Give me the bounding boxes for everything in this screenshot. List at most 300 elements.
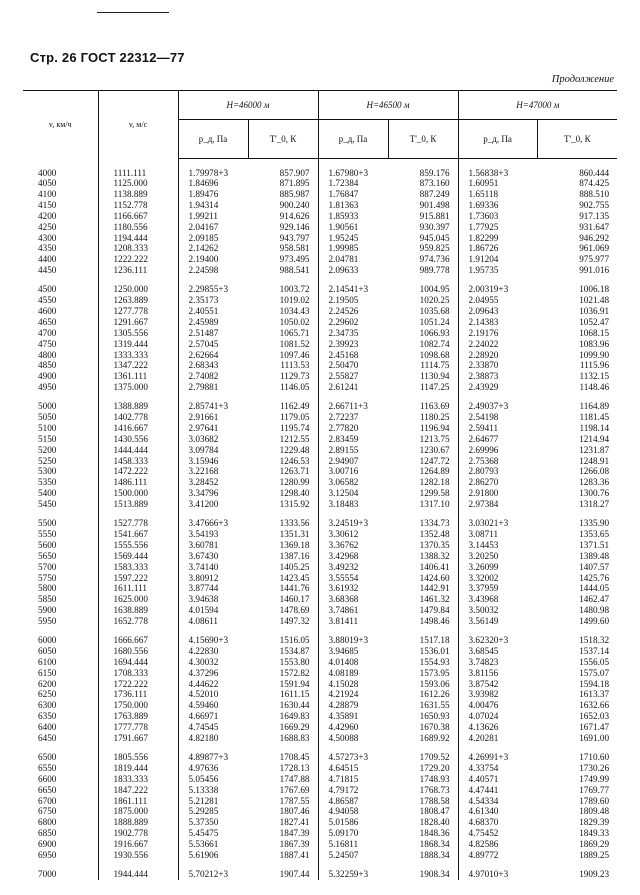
cell-v-kmh: 4700 [38, 327, 57, 338]
table-row [23, 317, 617, 328]
cell-p-46000: 2.35173 [178, 295, 248, 306]
cell-t-46500: 1282.18 [419, 477, 450, 488]
table-row [23, 222, 617, 233]
cell-t-46500: 1689.92 [419, 732, 450, 743]
cell-t-47000: 991.016 [579, 265, 610, 276]
cell-t-47000: 946.292 [579, 232, 610, 243]
col-header-temperature: T'_0, К [388, 120, 458, 159]
cell-v-kmh: 5800 [38, 583, 57, 594]
cell-v-ms: 1736.111 [98, 689, 178, 700]
col-header-pressure: p_д, Па [458, 120, 537, 159]
cell-t-46000: 1162.49 [279, 401, 310, 412]
table-row [23, 371, 617, 382]
table-row [23, 295, 617, 306]
cell-p-46500: 3.12504 [318, 488, 388, 499]
cell-v-ms: 1236.111 [98, 265, 178, 276]
table-row [23, 605, 617, 616]
cell-t-46500: 1098.68 [419, 349, 450, 360]
cell-t-46000: 1887.41 [279, 849, 310, 860]
cell-p-46500: 2.09633 [318, 265, 388, 276]
cell-t-46500: 1196.94 [420, 423, 450, 434]
cell-v-ms: 1583.333 [98, 562, 178, 573]
cell-t-47000: 1499.60 [579, 615, 610, 626]
cell-p-46000: 2.57045 [178, 339, 248, 350]
table-row [23, 839, 617, 850]
cell-p-47000: 3.20250 [458, 551, 537, 562]
cell-p-47000: 4.54334 [458, 796, 537, 807]
cell-v-kmh: 5550 [38, 529, 57, 540]
cell-t-46000: 857.907 [279, 167, 310, 178]
cell-t-46000: 1787.55 [279, 795, 310, 806]
cell-p-46000: 2.40551 [178, 306, 248, 317]
cell-p-47000: 4.82586 [458, 839, 537, 850]
cell-t-46500: 1573.95 [419, 667, 450, 678]
cell-t-47000: 1537.14 [579, 646, 610, 657]
cell-v-kmh: 6400 [38, 722, 57, 732]
cell-t-47000: 1148.46 [579, 382, 610, 393]
cell-t-46000: 1195.74 [279, 423, 310, 434]
cell-t-46000: 1827.41 [279, 817, 310, 828]
cell-v-ms: 1861.111 [98, 796, 178, 807]
cell-v-kmh: 5450 [38, 498, 57, 509]
cell-t-46500: 1808.47 [419, 806, 450, 817]
cell-p-46500: 1.81363 [318, 200, 388, 211]
cell-p-46500: 3.94685 [318, 646, 388, 657]
table-row [23, 752, 617, 763]
cell-p-46000: 3.67430 [178, 551, 248, 562]
cell-p-47000: 4.13626 [458, 722, 537, 733]
cell-v-ms: 1888.889 [98, 817, 178, 828]
cell-t-46000: 1146.05 [279, 382, 310, 393]
cell-v-kmh: 4900 [38, 371, 57, 382]
table-row [23, 284, 617, 295]
cell-t-46500: 1180.25 [420, 412, 450, 423]
table-row [23, 828, 617, 839]
cell-v-ms: 1152.778 [98, 200, 178, 211]
table-row [23, 562, 617, 573]
cell-t-46000: 1423.45 [279, 572, 310, 583]
cell-p-46500: 3.74861 [318, 605, 388, 616]
cell-p-47000: 4.26991+3 [458, 752, 537, 763]
cell-t-47000: 888.510 [579, 189, 610, 200]
cell-p-46000: 2.91661 [178, 412, 248, 423]
cell-t-47000: 1480.98 [579, 605, 610, 616]
cell-v-ms: 1694.444 [98, 657, 178, 668]
table-row [23, 518, 617, 529]
cell-t-46000: 1497.32 [279, 615, 310, 626]
cell-t-46000: 1263.71 [279, 466, 310, 477]
cell-t-46000: 1516.05 [279, 635, 310, 646]
cell-t-46000: 1708.45 [279, 752, 310, 763]
cell-v-ms: 1805.556 [98, 752, 178, 763]
cell-v-ms: 1486.111 [98, 477, 178, 488]
cell-p-47000: 3.37959 [458, 583, 537, 594]
cell-t-46500: 1748.93 [419, 773, 450, 784]
cell-p-47000: 2.64677 [458, 434, 537, 445]
table-row [23, 733, 617, 744]
cell-t-47000: 1036.91 [579, 306, 610, 317]
cell-v-ms: 1347.222 [98, 360, 178, 371]
cell-t-47000: 1006.18 [579, 284, 610, 295]
cell-v-ms: 1944.444 [98, 869, 178, 880]
table-row [23, 806, 617, 817]
cell-p-47000: 3.08711 [458, 529, 537, 540]
table-row [23, 254, 617, 265]
cell-v-ms: 1333.333 [98, 350, 178, 361]
cell-v-ms: 1902.778 [98, 828, 178, 839]
cell-p-46500: 2.55827 [318, 371, 388, 382]
cell-v-ms: 1763.889 [98, 711, 178, 722]
cell-p-46500: 5.24507 [318, 850, 388, 861]
cell-p-46500: 2.34735 [318, 328, 388, 339]
cell-p-46000: 1.99211 [178, 211, 248, 222]
cell-t-46500: 1247.72 [419, 455, 450, 466]
cell-t-47000: 1909.23 [579, 869, 610, 880]
cell-p-46000: 4.74545 [178, 722, 248, 733]
cell-t-47000: 1444.05 [579, 583, 610, 594]
cell-v-kmh: 6500 [38, 752, 57, 763]
cell-p-46500: 3.42968 [318, 551, 388, 562]
cell-v-ms: 1819.444 [98, 763, 178, 774]
cell-p-47000: 4.75452 [458, 828, 537, 839]
cell-p-46500: 1.67980+3 [318, 168, 388, 179]
cell-t-47000: 1613.37 [579, 689, 610, 700]
cell-p-47000: 3.74823 [458, 657, 537, 668]
cell-p-46500: 1.72384 [318, 178, 388, 189]
cell-t-46500: 873.160 [419, 178, 450, 189]
cell-v-ms: 1652.778 [98, 616, 178, 627]
cell-t-46500: 1334.73 [419, 518, 450, 529]
cell-t-46000: 1649.83 [279, 711, 310, 722]
cell-v-ms: 1708.333 [98, 668, 178, 679]
cell-v-ms: 1472.222 [98, 466, 178, 477]
cell-t-47000: 1594.18 [579, 678, 610, 689]
col-header-temperature: T'_0, К [248, 120, 318, 159]
cell-t-46000: 1229.48 [279, 444, 310, 455]
cell-v-ms: 1541.667 [98, 529, 178, 540]
cell-v-ms: 1722.222 [98, 679, 178, 690]
cell-p-47000: 4.68370 [458, 817, 537, 828]
cell-t-47000: 860.444 [579, 167, 610, 178]
cell-t-46000: 1807.46 [279, 806, 310, 817]
cell-t-46500: 1020.25 [419, 295, 450, 306]
cell-p-46000: 4.66971 [178, 711, 248, 722]
cell-p-46000: 2.14262 [178, 243, 248, 254]
cell-v-kmh: 5250 [38, 455, 57, 466]
cell-v-ms: 1847.222 [98, 785, 178, 796]
cell-p-47000: 1.73603 [458, 211, 537, 222]
cell-p-47000: 2.54198 [458, 412, 537, 423]
cell-t-46500: 1868.34 [419, 838, 450, 849]
cell-p-46000: 2.74082 [178, 371, 248, 382]
cell-p-46500: 4.15028 [318, 679, 388, 690]
cell-t-46000: 1315.92 [279, 498, 310, 509]
data-table [23, 90, 617, 880]
cell-t-46000: 1534.87 [279, 646, 310, 657]
cell-v-kmh: 6450 [38, 732, 57, 743]
cell-p-47000: 2.91800 [458, 488, 537, 499]
cell-t-46000: 1907.44 [279, 869, 310, 880]
group-spacer [23, 627, 617, 636]
cell-v-kmh: 5100 [38, 423, 57, 434]
cell-p-46500: 4.79172 [318, 785, 388, 796]
cell-v-kmh: 4850 [38, 360, 57, 371]
table-row [23, 328, 617, 339]
cell-p-46500: 5.16811 [318, 839, 388, 850]
cell-t-46000: 1019.02 [279, 295, 310, 306]
cell-t-46000: 1847.39 [279, 828, 310, 839]
cell-t-46500: 1147.25 [420, 382, 450, 393]
cell-t-47000: 1769.77 [579, 784, 610, 795]
cell-p-46500: 3.24519+3 [318, 518, 388, 529]
cell-t-46500: 1082.74 [419, 338, 450, 349]
cell-v-ms: 1125.000 [98, 178, 178, 189]
cell-p-47000: 2.69996 [458, 445, 537, 456]
cell-p-47000: 2.33870 [458, 360, 537, 371]
cell-t-46500: 1593.06 [419, 678, 450, 689]
cell-p-47000: 1.86726 [458, 243, 537, 254]
table-row [23, 466, 617, 477]
table-row [23, 401, 617, 412]
cell-p-47000: 3.93982 [458, 689, 537, 700]
cell-v-kmh: 6700 [38, 795, 57, 806]
group-spacer [23, 276, 617, 285]
cell-p-46000: 2.62664 [178, 350, 248, 361]
cell-v-ms: 1430.556 [98, 434, 178, 445]
cell-t-46000: 1441.76 [279, 583, 310, 594]
cell-v-kmh: 6300 [38, 700, 57, 711]
cell-t-46000: 1081.52 [279, 338, 310, 349]
cell-p-46000: 3.22168 [178, 466, 248, 477]
cell-t-46500: 1517.18 [419, 635, 450, 646]
cell-t-47000: 1164.89 [579, 401, 610, 412]
cell-p-47000: 2.00319+3 [458, 284, 537, 295]
cell-t-46500: 1498.46 [419, 615, 450, 626]
cell-p-46500: 5.32259+3 [318, 869, 388, 880]
cell-p-46000: 4.37296 [178, 668, 248, 679]
cell-p-46000: 3.41200 [178, 499, 248, 510]
cell-p-46500: 4.21924 [318, 689, 388, 700]
cell-t-46500: 1908.34 [419, 869, 450, 880]
cell-p-47000: 3.87542 [458, 679, 537, 690]
cell-p-46000: 2.85741+3 [178, 401, 248, 412]
cell-p-46500: 2.94907 [318, 456, 388, 467]
table-row [23, 785, 617, 796]
cell-t-46500: 901.498 [419, 200, 450, 211]
cell-v-ms: 1319.444 [98, 339, 178, 350]
cell-v-kmh: 6750 [38, 806, 57, 817]
cell-t-46500: 1612.26 [419, 689, 450, 700]
cell-p-46000: 2.29855+3 [178, 284, 248, 295]
table-row [23, 306, 617, 317]
cell-p-46500: 4.86587 [318, 796, 388, 807]
cell-t-46000: 885.987 [279, 189, 310, 200]
cell-v-ms: 1916.667 [98, 839, 178, 850]
cell-v-ms: 1180.556 [98, 222, 178, 233]
cell-t-46000: 1097.46 [279, 349, 310, 360]
table-row [23, 583, 617, 594]
cell-p-46000: 5.45475 [178, 828, 248, 839]
cell-p-46500: 3.30612 [318, 529, 388, 540]
table-row [23, 869, 617, 880]
col-header-alt-47000: H=47000 м [458, 91, 617, 120]
cell-p-46000: 5.70212+3 [178, 869, 248, 880]
cell-t-47000: 1462.47 [579, 594, 610, 605]
table-row [23, 594, 617, 605]
cell-p-46500: 2.04781 [318, 254, 388, 265]
cell-p-46500: 2.50470 [318, 360, 388, 371]
cell-v-kmh: 4750 [38, 338, 57, 349]
cell-p-47000: 3.68545 [458, 646, 537, 657]
cell-t-46000: 1553.80 [279, 656, 310, 667]
table-row [23, 382, 617, 393]
cell-t-46000: 1747.88 [279, 773, 310, 784]
cell-v-kmh: 6850 [38, 828, 57, 839]
cell-t-46000: 1405.25 [279, 561, 310, 572]
cell-p-46000: 3.03682 [178, 434, 248, 445]
cell-v-kmh: 6350 [38, 711, 57, 722]
cell-v-ms: 1680.556 [98, 646, 178, 657]
cell-p-46500: 3.06582 [318, 477, 388, 488]
cell-v-kmh: 6650 [38, 784, 57, 795]
cell-v-ms: 1625.000 [98, 594, 178, 605]
cell-p-46500: 2.24526 [318, 306, 388, 317]
cell-t-47000: 1068.15 [579, 327, 610, 338]
cell-t-47000: 1869.29 [579, 838, 610, 849]
cell-t-46500: 1554.93 [419, 656, 450, 667]
cell-t-47000: 1052.47 [579, 316, 610, 327]
cell-p-46500: 3.18483 [318, 499, 388, 510]
page-header [30, 50, 185, 65]
cell-t-46000: 1611.15 [279, 689, 310, 700]
cell-v-kmh: 4350 [38, 243, 57, 254]
cell-t-47000: 1671.47 [579, 722, 610, 732]
table-body [23, 159, 617, 880]
cell-v-ms: 1500.000 [98, 488, 178, 499]
cell-t-47000: 1318.27 [579, 498, 610, 509]
cell-p-46000: 3.28452 [178, 477, 248, 488]
cell-v-ms: 1791.667 [98, 733, 178, 744]
cell-t-46000: 1333.56 [279, 518, 310, 529]
cell-v-kmh: 5200 [38, 444, 57, 455]
cell-v-kmh: 5650 [38, 550, 57, 561]
table-row [23, 243, 617, 254]
cell-v-kmh: 4650 [38, 316, 57, 327]
table-row [23, 646, 617, 657]
cell-p-46500: 2.89155 [318, 445, 388, 456]
cell-t-46500: 1230.67 [419, 444, 450, 455]
cell-t-47000: 1652.03 [579, 711, 610, 722]
cell-t-46000: 929.146 [279, 221, 310, 232]
cell-p-46500: 4.28879 [318, 700, 388, 711]
cell-v-ms: 1513.889 [98, 499, 178, 510]
cell-t-47000: 1181.45 [579, 412, 610, 423]
cell-t-46000: 943.797 [279, 232, 310, 243]
cell-t-46000: 1050.02 [279, 316, 310, 327]
table-row [23, 774, 617, 785]
cell-v-ms: 1402.778 [98, 412, 178, 423]
cell-p-47000: 1.69336 [458, 200, 537, 211]
col-header-v-kmh: v, км/ч [23, 91, 98, 159]
cell-p-46000: 2.45989 [178, 317, 248, 328]
cell-p-47000: 4.97010+3 [458, 869, 537, 880]
cell-p-46000: 5.05456 [178, 774, 248, 785]
col-header-temperature: T'_0, К [537, 120, 617, 159]
cell-p-46500: 3.88019+3 [318, 635, 388, 646]
cell-t-46500: 1352.48 [419, 529, 450, 540]
cell-p-46000: 3.09784 [178, 445, 248, 456]
cell-p-47000: 2.28920 [458, 350, 537, 361]
cell-v-kmh: 4100 [38, 189, 57, 200]
cell-v-ms: 1375.000 [98, 382, 178, 393]
cell-t-46000: 1351.31 [279, 529, 310, 540]
table-row [23, 668, 617, 679]
cell-p-46500: 3.49232 [318, 562, 388, 573]
cell-p-47000: 2.04955 [458, 295, 537, 306]
cell-t-46500: 887.249 [419, 189, 450, 200]
cell-v-ms: 1638.889 [98, 605, 178, 616]
cell-p-47000: 3.81156 [458, 668, 537, 679]
cell-v-ms: 1833.333 [98, 774, 178, 785]
cell-t-47000: 931.647 [579, 221, 610, 232]
cell-v-kmh: 5500 [38, 518, 57, 529]
cell-t-46000: 1767.69 [279, 784, 310, 795]
cell-t-46500: 974.736 [419, 254, 450, 265]
table-row [23, 445, 617, 456]
cell-t-46000: 1591.94 [279, 678, 310, 689]
cell-t-47000: 1115.96 [579, 360, 610, 371]
page-number: Стр. 26 [30, 50, 77, 65]
cell-p-46500: 4.71815 [318, 774, 388, 785]
cell-v-kmh: 6000 [38, 635, 57, 646]
table-row [23, 700, 617, 711]
cell-p-46000: 2.19400 [178, 254, 248, 265]
group-spacer [23, 393, 617, 402]
cell-t-47000: 975.977 [579, 254, 610, 265]
cell-p-46000: 5.13338 [178, 785, 248, 796]
cell-t-46000: 1113.53 [280, 360, 310, 371]
cell-v-kmh: 5600 [38, 540, 57, 550]
table-row [23, 796, 617, 807]
cell-t-47000: 1710.60 [579, 752, 610, 763]
cell-p-46500: 2.29602 [318, 317, 388, 328]
cell-t-46500: 1888.34 [419, 849, 450, 860]
cell-v-ms: 1875.000 [98, 806, 178, 817]
cell-p-46000: 2.04167 [178, 222, 248, 233]
cell-p-46000: 5.37350 [178, 817, 248, 828]
cell-v-kmh: 4300 [38, 232, 57, 243]
cell-v-kmh: 4550 [38, 295, 57, 306]
cell-p-46000: 4.59460 [178, 700, 248, 711]
cell-p-46500: 3.81411 [318, 616, 388, 627]
cell-t-47000: 1889.25 [579, 849, 610, 860]
cell-v-kmh: 5950 [38, 615, 57, 626]
col-header-pressure: p_д, Па [178, 120, 248, 159]
cell-p-46500: 3.61932 [318, 583, 388, 594]
cell-v-kmh: 4600 [38, 306, 57, 317]
cell-t-46500: 930.397 [419, 221, 450, 232]
cell-v-kmh: 6950 [38, 849, 57, 860]
cell-p-47000: 4.07024 [458, 711, 537, 722]
table-row [23, 850, 617, 861]
cell-p-47000: 2.19176 [458, 328, 537, 339]
cell-t-47000: 1099.90 [579, 349, 610, 360]
cell-p-47000: 4.61340 [458, 806, 537, 817]
col-header-pressure: p_д, Па [318, 120, 388, 159]
cell-p-46500: 1.85933 [318, 211, 388, 222]
cell-p-46500: 2.72237 [318, 412, 388, 423]
cell-v-kmh: 4500 [38, 284, 57, 295]
